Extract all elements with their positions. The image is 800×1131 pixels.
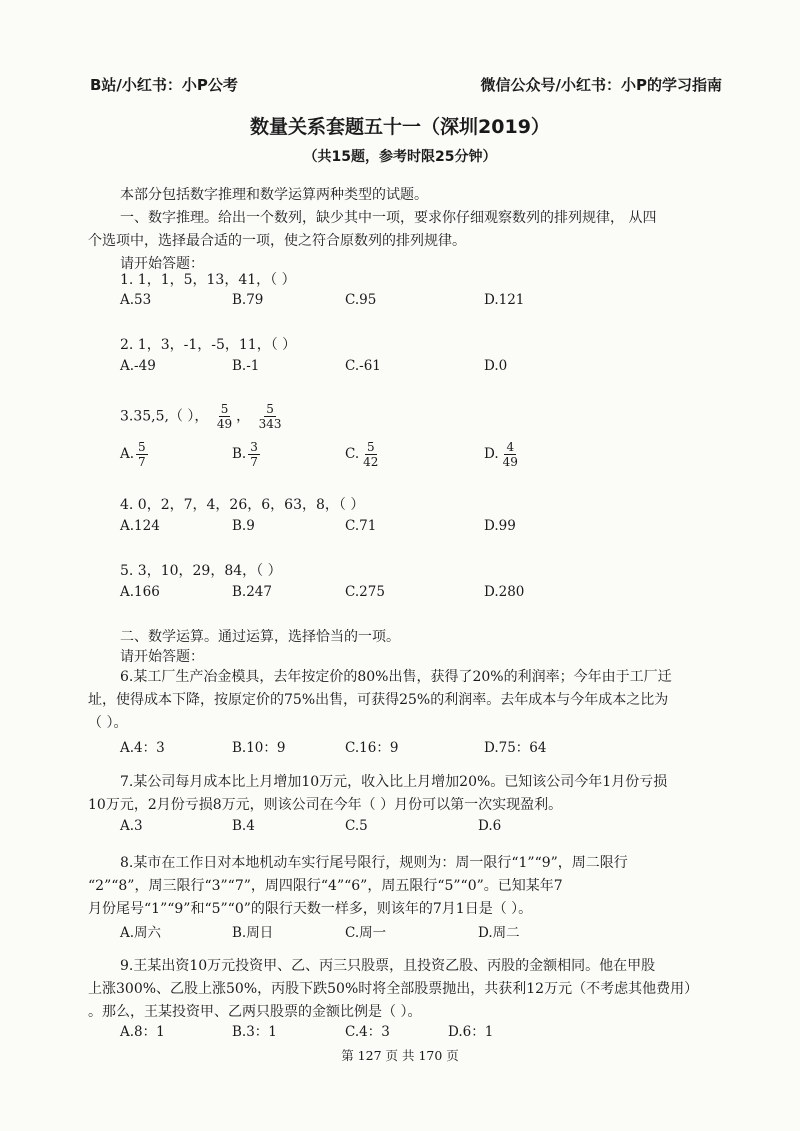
q4-option-b: B.9 [232, 518, 255, 534]
q8-option-d: D.周二 [478, 925, 520, 941]
q3-stem-prefix: 3.35,5,（ ）， [120, 408, 209, 425]
q7-option-c: C.5 [345, 818, 368, 834]
q5-stem: 5. 3，10，29，84，（ ） [120, 563, 282, 579]
q1-option-d: D.121 [484, 292, 525, 308]
intro-line-3: 个选项中，选择最合适的一项，使之符合原数列的排列规律。 [88, 233, 466, 249]
q1-stem: 1. 1，1，5，13，41，（ ） [120, 272, 296, 288]
q3-option-a: A. $\frac{5}{7}$ [120, 440, 146, 469]
header-left: B站/小红书：小P公考 [90, 76, 238, 94]
q2-stem: 2. 1，3，-1，-5，11，（ ） [120, 337, 297, 353]
q7-option-d: D.6 [478, 818, 502, 834]
q6-line-1: 6.某工厂生产冶金模具，去年按定价的80%出售，获得了20%的利润率；今年由于工厂迁 [120, 669, 672, 685]
q6-option-d: D.75：64 [484, 740, 547, 756]
q8-option-b: B.周日 [232, 925, 274, 941]
header-right: 微信公众号/小红书：小P的学习指南 [480, 76, 722, 94]
q6-option-b: B.10：9 [232, 740, 286, 756]
q2-option-b: B.-1 [232, 358, 260, 374]
q7-line-1: 7.某公司每月成本比上月增加10万元，收入比上月增加20%。已知该公司今年1月份亏损 [120, 774, 668, 790]
q9-option-a: A.8：1 [120, 1024, 165, 1040]
q9-option-c: C.4：3 [345, 1024, 390, 1040]
section2-instruction: 请开始答题： [120, 649, 204, 665]
q8-line-1: 8.某市在工作日对本地机动车实行尾号限行，规则为：周一限行“1”“9”，周二限行 [120, 855, 628, 871]
q6-line-3: （ ）。 [88, 715, 128, 731]
q1-option-a: A.53 [120, 292, 152, 308]
q3-option-b: B. $\frac{3}{7}$ [232, 440, 258, 469]
q3-stem: 3.35,5,（ ）， $\frac{5}{49}$ ， $\frac{5}{343}$ [120, 402, 282, 431]
page-number: 第 127 页 共 170 页 [341, 1048, 459, 1063]
q4-option-a: A.124 [120, 518, 160, 534]
q8-line-2: “2”“8”，周三限行“3”“7”，周四限行“4”“6”，周五限行“5”“0”。已知某年7 [88, 878, 563, 894]
q2-option-c: C.-61 [345, 358, 381, 374]
page-title: 数量关系套题五十一（深圳2019） [250, 116, 550, 138]
q9-option-b: B.3：1 [232, 1024, 277, 1040]
page-subtitle: （共15题，参考时限25分钟） [303, 149, 497, 165]
q8-option-c: C.周一 [345, 925, 387, 941]
q1-option-b: B.79 [232, 292, 264, 308]
q1-option-c: C.95 [345, 292, 377, 308]
q6-line-2: 址，使得成本下降，按原定价的75%出售，可获得25%的利润率。去年成本与今年成本之比为 [88, 692, 669, 708]
q3-option-c: C. $\frac{5}{42}$ [345, 440, 379, 469]
q9-line-1: 9.王某出资10万元投资甲、乙、丙三只股票，且投资乙股、丙股的金额相同。他在甲股 [120, 958, 656, 974]
intro-line-4: 请开始答题： [120, 256, 204, 272]
q5-option-d: D.280 [484, 584, 525, 600]
intro-line-2: 一、数字推理。给出一个数列，缺少其中一项，要求你仔细观察数列的排列规律， 从四 [120, 210, 657, 226]
q2-option-d: D.0 [484, 358, 508, 374]
intro-line-1: 本部分包括数字推理和数学运算两种类型的试题。 [120, 187, 428, 203]
q6-option-a: A.4：3 [120, 740, 165, 756]
q5-option-b: B.247 [232, 584, 272, 600]
q3-option-d: D. $\frac{4}{49}$ [484, 440, 518, 469]
q8-line-3: 月份尾号“1”“9”和“5”“0”的限行天数一样多，则该年的7月1日是（ ）。 [88, 901, 533, 917]
q4-stem: 4. 0，2，7，4，26，6，63，8，（ ） [120, 497, 365, 513]
q3-fraction-1: $\frac{5}{49}$ [216, 402, 233, 431]
section2-heading: 二、数学运算。通过运算，选择恰当的一项。 [120, 629, 400, 645]
q7-line-2: 10万元，2月份亏损8万元，则该公司在今年（ ）月份可以第一次实现盈利。 [88, 797, 563, 813]
q9-option-d: D.6：1 [448, 1024, 494, 1040]
q2-option-a: A.-49 [120, 358, 156, 374]
q5-option-a: A.166 [120, 584, 160, 600]
q9-line-3: 。那么，王某投资甲、乙两只股票的金额比例是（ ）。 [88, 1004, 422, 1020]
q4-option-c: C.71 [345, 518, 377, 534]
q9-line-2: 上涨300%、乙股上涨50%，丙股下跌50%时将全部股票抛出，共获利12万元（不考虑其他费用） [88, 981, 699, 997]
q3-fraction-2: $\frac{5}{343}$ [258, 402, 282, 431]
q7-option-a: A.3 [120, 818, 143, 834]
q8-option-a: A.周六 [120, 925, 162, 941]
q6-option-c: C.16：9 [345, 740, 399, 756]
q4-option-d: D.99 [484, 518, 516, 534]
q7-option-b: B.4 [232, 818, 255, 834]
q5-option-c: C.275 [345, 584, 385, 600]
